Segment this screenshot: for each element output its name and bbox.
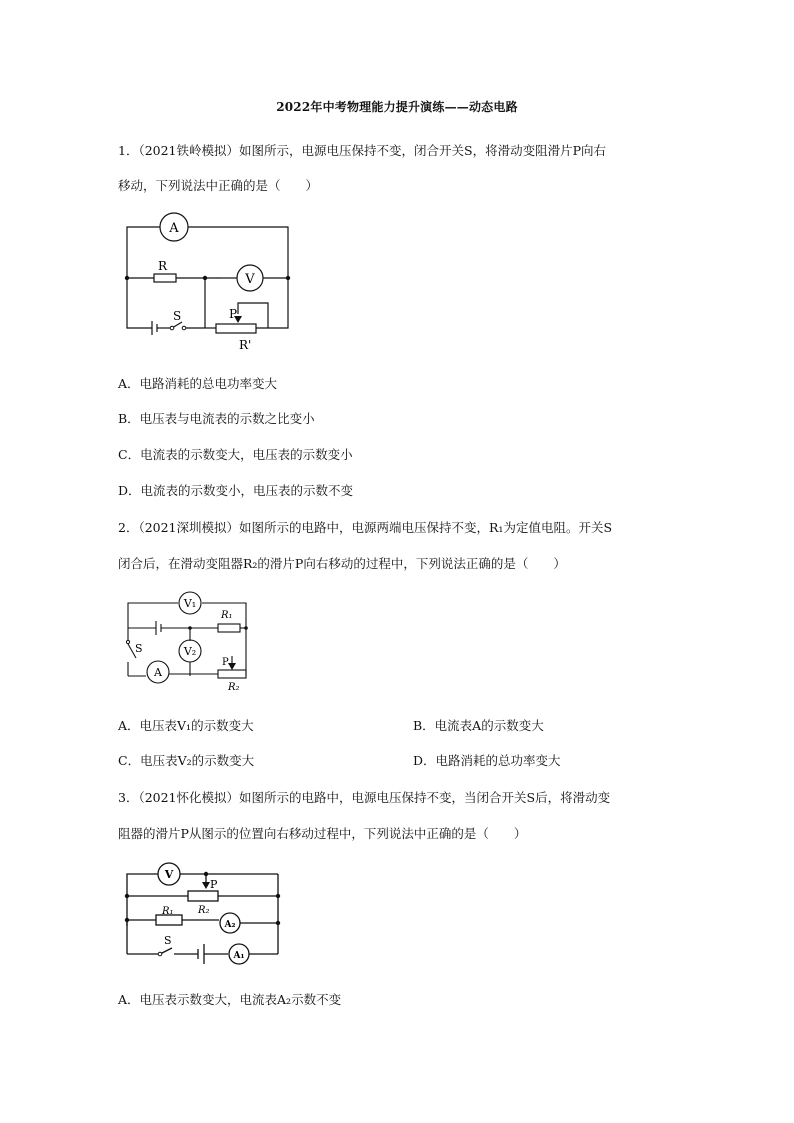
q1-option-b[interactable]: B．电压表与电流表的示数之比变小 (118, 411, 315, 426)
page-title: 2022年中考物理能力提升演练——动态电路 (276, 100, 518, 114)
q2-option-d[interactable]: D．电路消耗的总功率变大 (413, 753, 561, 768)
q3-r2-label: R₂ (198, 905, 210, 916)
q2-ammeter-label: A (154, 666, 162, 679)
q1-slider-label: P (229, 307, 238, 321)
q1-circuit-diagram (118, 210, 298, 355)
q1-ammeter-label: A (169, 221, 179, 236)
q2-option-c[interactable]: C．电压表V₂的示数变大 (118, 753, 255, 768)
q2-v2-label: V₂ (183, 645, 197, 658)
q3-slider-label: P (210, 878, 218, 891)
q2-stem-line2: 闭合后，在滑动变阻器R₂的滑片P向右移动的过程中，下列说法正确的是（ ） (118, 556, 566, 571)
q2-circuit-diagram (118, 588, 258, 694)
q3-r1-label: R₁ (162, 906, 174, 917)
q2-r1-label: R₁ (221, 610, 233, 621)
q3-circuit-diagram (118, 858, 288, 970)
q3-voltmeter-label: V (164, 868, 174, 881)
q3-a1-label: A₁ (233, 951, 245, 961)
q2-slider-label: P (222, 657, 229, 668)
q3-stem-line1: 3．（2021怀化模拟）如图所示的电路中，电源电压保持不变，当闭合开关S后，将滑动变 (118, 790, 611, 805)
q2-stem-line1: 2．（2021深圳模拟）如图所示的电路中，电源两端电压保持不变，R₁为定值电阻。开关S (118, 520, 613, 535)
q2-switch-label: S (135, 642, 143, 655)
q2-option-b[interactable]: B．电流表A的示数变大 (413, 718, 544, 733)
q1-rheostat-label: R' (239, 338, 252, 352)
q3-switch-label: S (164, 934, 172, 947)
q1-option-a[interactable]: A．电路消耗的总电功率变大 (118, 376, 278, 391)
q3-stem-line2: 阻器的滑片P从图示的位置向右移动过程中，下列说法中正确的是（ ） (118, 826, 527, 841)
q2-r2-label: R₂ (228, 682, 240, 693)
q1-stem-line2: 移动，下列说法中正确的是（ ） (118, 178, 319, 193)
q2-option-a[interactable]: A．电压表V₁的示数变大 (118, 718, 254, 733)
q1-resistor-label: R (158, 259, 168, 273)
q3-option-a[interactable]: A．电压表示数变大，电流表A₂示数不变 (118, 992, 342, 1007)
q1-option-d[interactable]: D．电流表的示数变小，电压表的示数不变 (118, 483, 354, 498)
q1-stem-line1: 1．（2021铁岭模拟）如图所示，电源电压保持不变，闭合开关S，将滑动变阻滑片P向右 (118, 143, 606, 158)
q1-switch-label: S (173, 309, 182, 323)
q1-voltmeter-label: V (245, 272, 255, 287)
q1-option-c[interactable]: C．电流表的示数变大，电压表的示数变小 (118, 447, 353, 462)
q2-v1-label: V₁ (183, 597, 197, 610)
q3-a2-label: A₂ (224, 920, 236, 930)
